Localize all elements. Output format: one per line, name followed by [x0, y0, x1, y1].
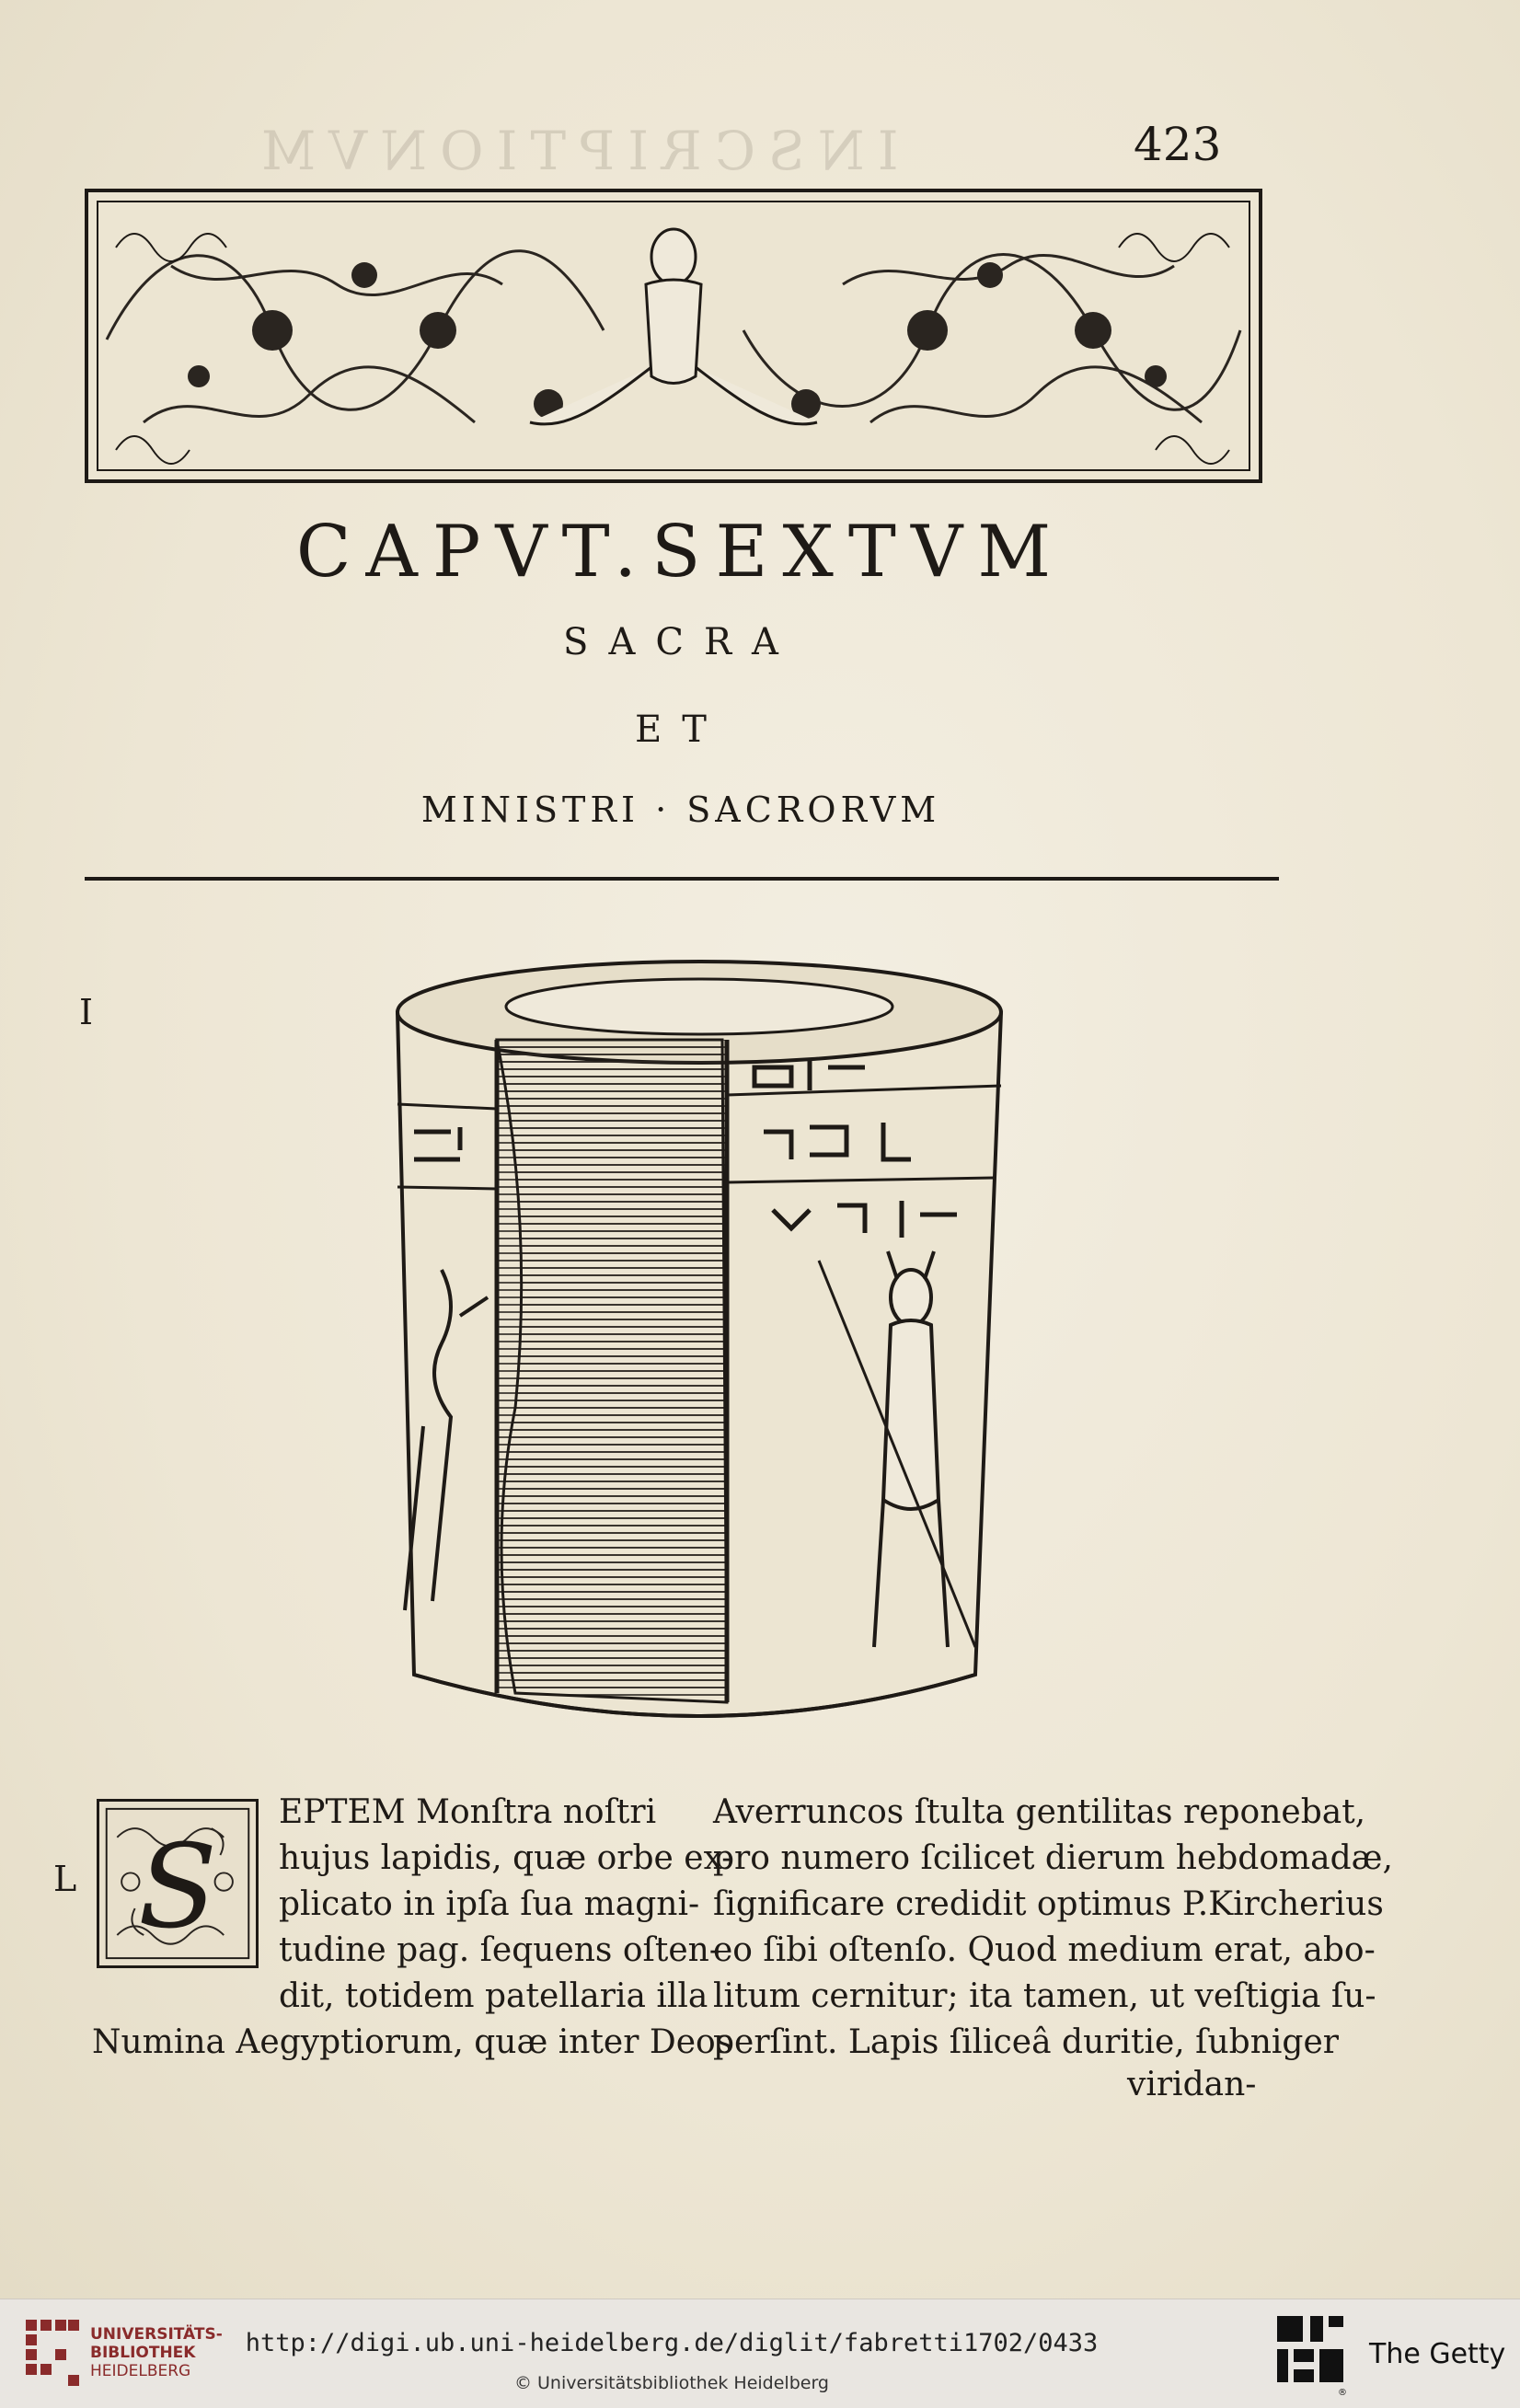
text-line: perſint. Lapis ſiliceâ duritie, ſubniger — [713, 2023, 1339, 2061]
subheading-sacra: SACRA — [563, 621, 799, 663]
horizontal-rule — [85, 877, 1279, 881]
text-line: EPTEM Monſtra noſtri — [279, 1793, 657, 1831]
headpiece-engraving — [88, 192, 1259, 479]
initial-letter: S — [137, 1818, 218, 1954]
library-name-line: BIBLIOTHEK — [90, 2344, 196, 2362]
text-line: ſignificare credidit optimus P.Kircherius — [713, 1885, 1384, 1923]
svg-text:®: ® — [1338, 2388, 1347, 2398]
chapter-heading: CAPVT.SEXTVM — [295, 511, 1066, 593]
margin-marker: I — [79, 992, 94, 1032]
text-line: tudine pag. ſequens oſten- — [279, 1931, 720, 1969]
page-number: 423 — [1134, 118, 1222, 171]
text-line: eo ſibi oſtenſo. Quod medium erat, abo- — [713, 1931, 1376, 1969]
catchword: viridan- — [1127, 2066, 1257, 2103]
text-line: plicato in ipſa ſua magni- — [279, 1885, 700, 1923]
copyright-notice: © Universitätsbibliothek Heidelberg — [513, 2373, 829, 2393]
text-line: Numina Aegyptiorum, quæ inter Deos — [92, 2023, 733, 2061]
decorated-initial — [97, 1799, 259, 1968]
initial-s-ornament — [99, 1802, 256, 1965]
column-left-lower — [92, 1974, 733, 2066]
subheading-ministri: MINISTRI · SACRORVM — [420, 789, 941, 830]
column-left-upper — [279, 1790, 733, 1974]
text-line: litum cernitur; ita tamen, ut veſtigia ſu- — [713, 1977, 1376, 2015]
text-line: Averruncos ſtulta gentilitas reponebat, — [713, 1793, 1366, 1831]
cylinder-stone-woodcut — [386, 948, 1012, 1739]
subheading-et: ET — [635, 709, 727, 751]
text-line: dit, totidem patellaria illa — [279, 1977, 708, 2015]
library-name-line: HEIDELBERG — [90, 2362, 191, 2380]
partner-name: The Getty — [1369, 2338, 1506, 2370]
text-line: hujus lapidis, quæ orbe ex- — [279, 1839, 733, 1877]
column-right — [713, 1790, 1393, 2066]
library-name-line: UNIVERSITÄTS- — [90, 2325, 223, 2344]
margin-marker: L — [53, 1859, 77, 1899]
bleed-through-text: INSCRIPTIONVM — [248, 120, 899, 182]
getty-logo-icon[interactable] — [1277, 2316, 1347, 2398]
text-line: pro numero ſcilicet dierum hebdomadæ, — [713, 1839, 1393, 1877]
permalink-url[interactable]: http://digi.ub.uni-heidelberg.de/diglit/fabretti1702/0433 — [245, 2329, 1099, 2357]
ornamental-headpiece — [85, 189, 1262, 483]
viewer-footer — [0, 2299, 1520, 2408]
